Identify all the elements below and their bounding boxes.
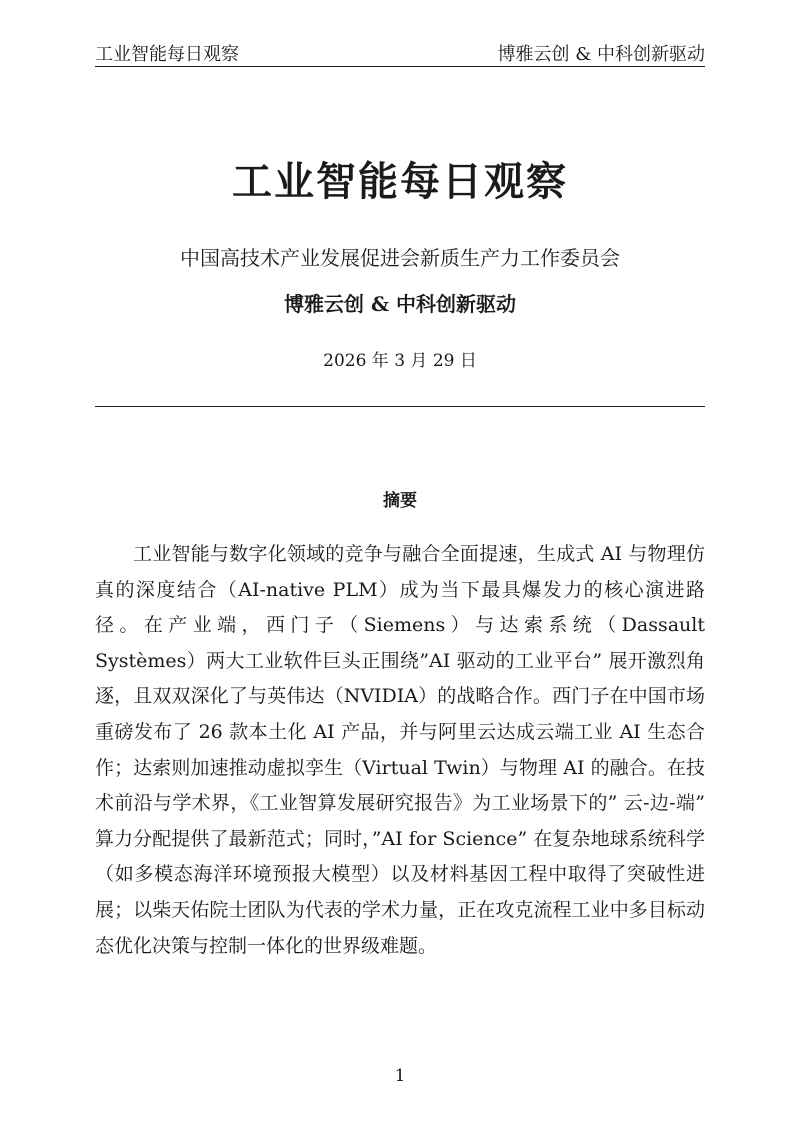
abstract-heading: 摘要 [383,491,417,511]
running-header [95,38,705,67]
running-header-right: 博雅云创 & 中科创新驱动 [497,44,705,65]
title-divider [95,406,705,407]
abstract-body: 工业智能与数字化领域的竞争与融合全面提速，生成式 AI 与物理仿真的深度结合（AI-native PLM）成为当下最具爆发力的核心演进路径。在产业端，西门子（Siemens）与达索系统（Dassault Systèmes）两大工业软件巨头正围绕”AI 驱动的工业平台” 展开激烈角逐，且双双深化了与英伟达（NVIDIA）的战略合作。西门子在中国市场重磅发布了 26 款本土化 AI 产品，并与阿里云达成云端工业 AI 生态合作；达索则加速推动虚拟孪生（Virtual Twin）与物理 AI 的融合。在技术前沿与学术界，《工业智算发展研究报告》为工业场景下的” 云-边-端” 算力分配提供了最新范式；同时，”AI for Science” 在复杂地球系统科学（如多模态海洋环境预报大模型）以及材料基因工程中取得了突破性进展；以柴天佑院士团队为代表的学术力量，正在攻克流程工业中多目标动态优化决策与控制一体化的世界级难题。 [95,543,705,957]
document-subtitle: 中国高技术产业发展促进会新质生产力工作委员会 [180,246,620,270]
document-authors: 博雅云创 & 中科创新驱动 [284,292,516,316]
running-header-left: 工业智能每日观察 [95,44,239,65]
document-date: 2026 年 3 月 29 日 [323,351,477,371]
document-title: 工业智能每日观察 [232,158,568,205]
page-number: 1 [394,1066,406,1086]
